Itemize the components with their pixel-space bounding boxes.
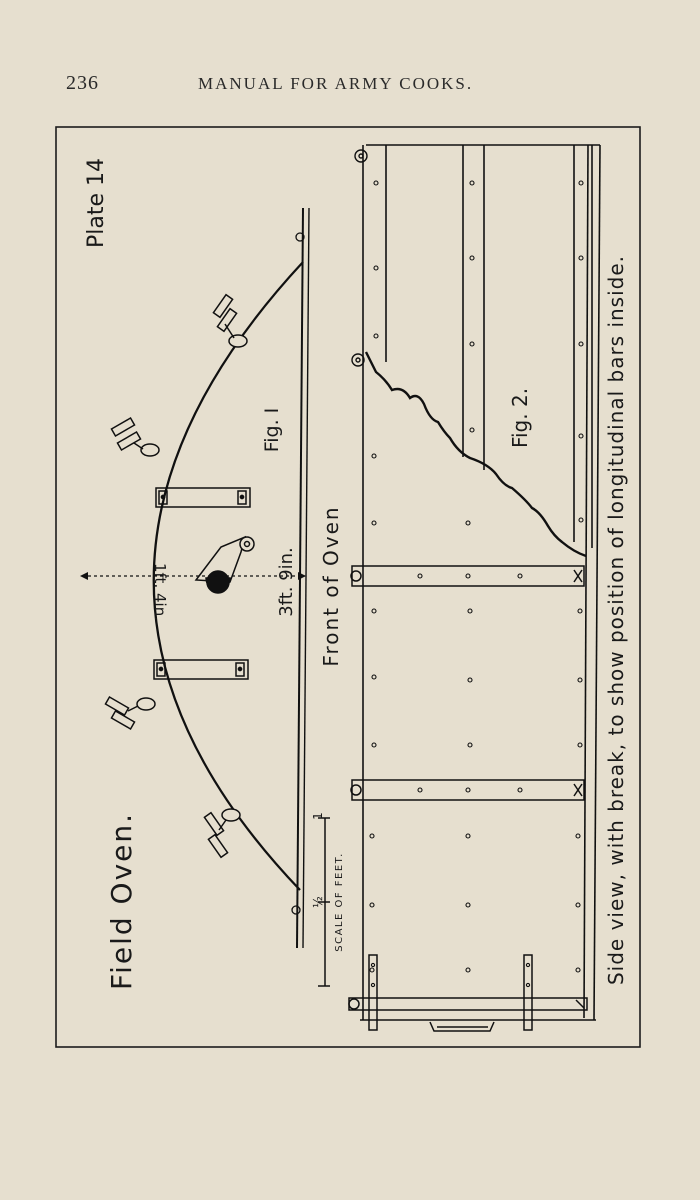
fig1-label: Fig. I xyxy=(261,407,283,453)
scale-of-feet-label: SCALE OF FEET. xyxy=(334,852,345,952)
arch-clip-3 xyxy=(105,697,155,729)
plate-title: Field Oven. xyxy=(105,811,138,991)
scale-one-label: 1 xyxy=(311,812,325,820)
arch-clip-2 xyxy=(111,418,159,456)
plate-border xyxy=(56,127,640,1047)
plate-label: Plate 14 xyxy=(84,157,109,249)
cross-strap-2 xyxy=(351,780,584,800)
fig2-label: Fig. 2. xyxy=(508,387,532,449)
running-title: MANUAL FOR ARMY COOKS. xyxy=(198,74,474,93)
oven-base-inner xyxy=(303,208,309,948)
page-number: 236 xyxy=(66,72,99,94)
side-hinges xyxy=(352,150,367,366)
arch-clip-4 xyxy=(204,809,240,857)
height-dimension-label: 1ft. 4in. xyxy=(151,563,169,621)
front-handle-upper xyxy=(156,488,250,507)
base-hinge-bottom xyxy=(292,906,300,914)
scale-half-label: ½ xyxy=(311,896,325,908)
rivet-dots xyxy=(370,181,583,987)
height-arrow-top xyxy=(80,572,88,580)
break-line xyxy=(366,352,586,556)
side-view-body xyxy=(360,145,600,1020)
arch-clip-1 xyxy=(213,295,247,347)
cross-strap-1 xyxy=(351,566,584,586)
width-dimension-label: 3ft. 9in. xyxy=(276,547,297,617)
door-latch xyxy=(196,537,254,593)
side-view-caption: Side view, with break, to show position of longitudinal bars inside. xyxy=(604,254,628,986)
front-of-oven-label: Front of Oven xyxy=(319,505,343,667)
height-arrow-bottom xyxy=(298,572,306,580)
